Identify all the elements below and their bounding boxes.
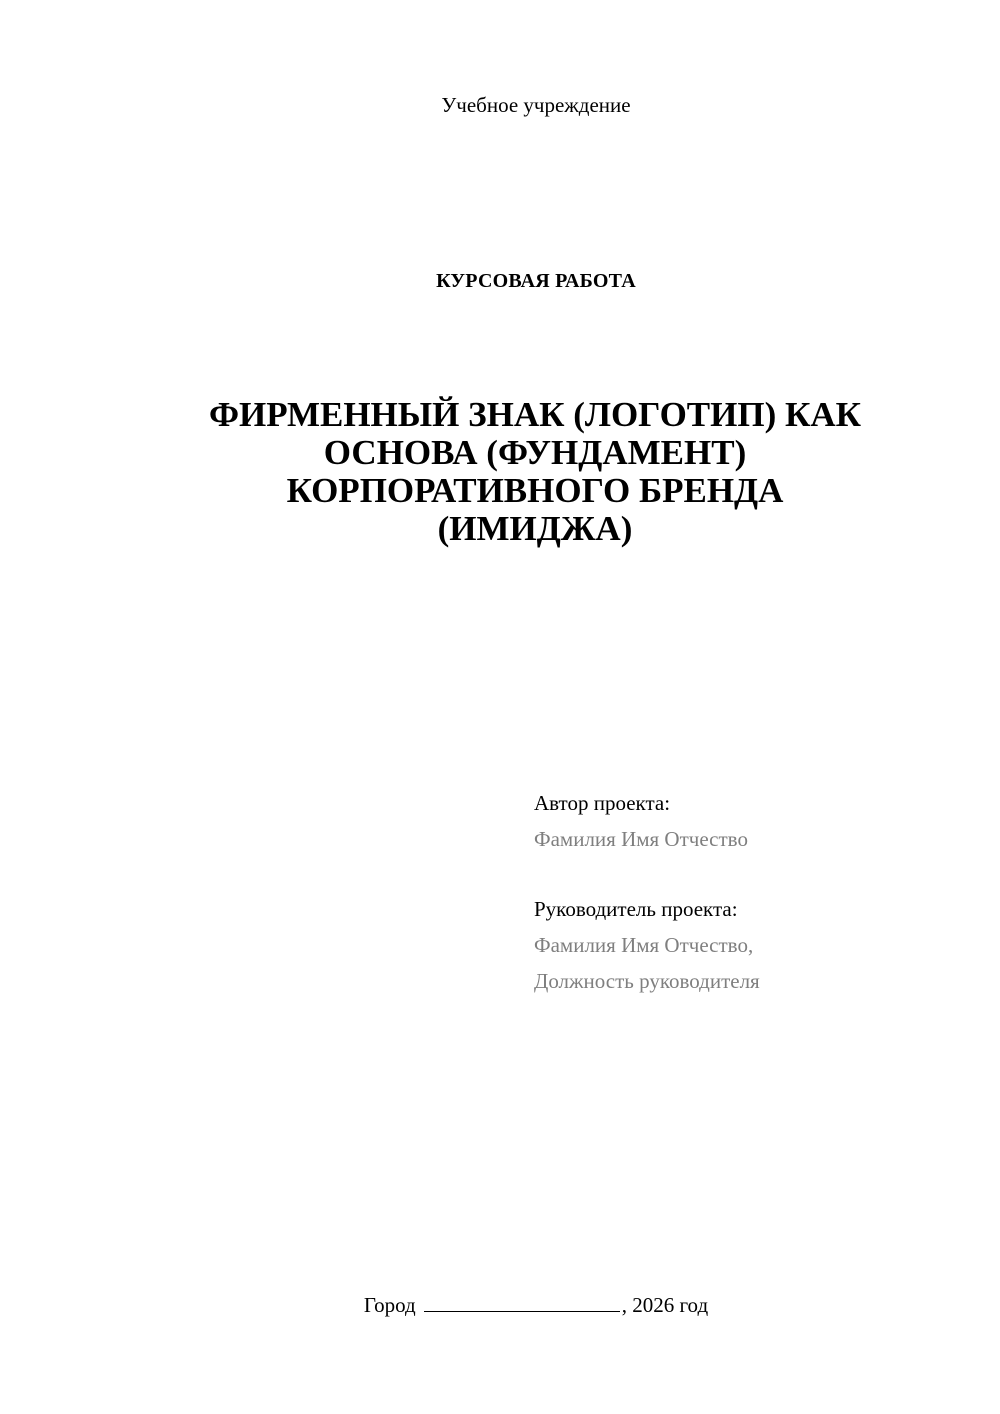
year-text: , 2026 год — [621, 1293, 709, 1317]
credits-block — [534, 785, 974, 999]
city-year-line — [0, 1288, 1000, 1322]
title-line: КОРПОРАТИВНОГО БРЕНДА — [286, 471, 784, 510]
supervisor-label: Руководитель проекта: — [534, 897, 738, 921]
title-line: ФИРМЕННЫЙ ЗНАК (ЛОГОТИП) КАК — [208, 395, 862, 434]
author-label: Автор проекта: — [534, 791, 671, 815]
author-name: Фамилия Имя Отчество — [534, 827, 748, 851]
institution-name: Учебное учреждение — [441, 93, 631, 117]
document-title — [160, 396, 910, 548]
city-label: Город — [363, 1293, 416, 1317]
city-blank-line — [424, 1291, 620, 1312]
supervisor-position: Должность руководителя — [534, 969, 760, 993]
work-type-heading: КУРСОВАЯ РАБОТА — [436, 270, 636, 292]
supervisor-name: Фамилия Имя Отчество, — [534, 933, 754, 957]
title-line: (ИМИДЖА) — [437, 509, 633, 548]
title-line: ОСНОВА (ФУНДАМЕНТ) — [323, 433, 747, 472]
credits-spacer — [534, 857, 974, 891]
